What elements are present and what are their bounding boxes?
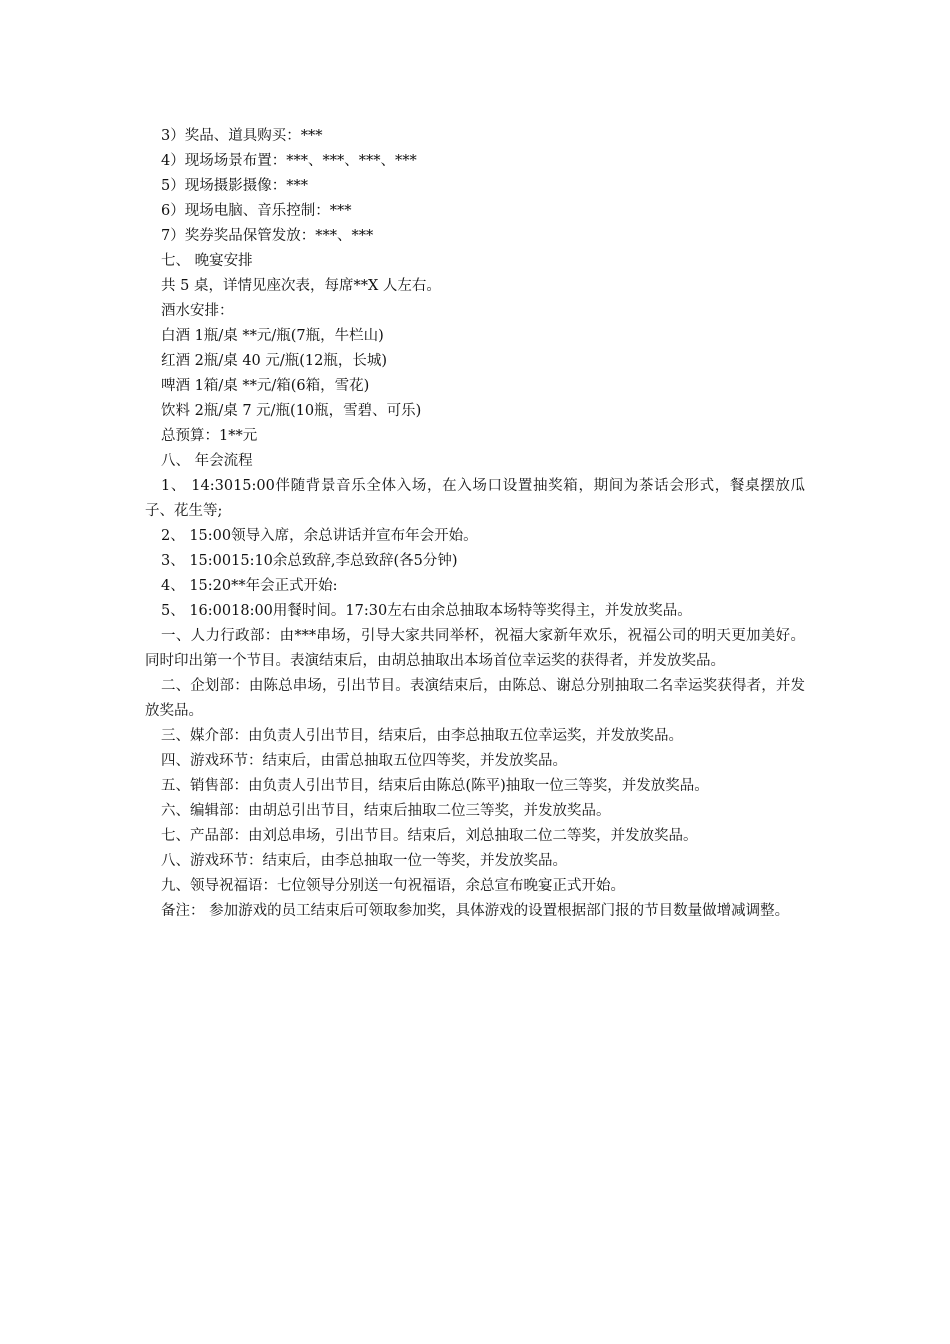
flow-item: 2、 15:00领导入席，余总讲话并宣布年会开始。: [161, 528, 478, 544]
list-item: 7）奖券奖品保管发放：***、***: [161, 228, 374, 244]
flow-item: 3、 15:0015:10余总致辞,李总致辞(各5分钟): [161, 553, 458, 569]
program-item: 四、游戏环节：结束后，由雷总抽取五位四等奖，并发放奖品。: [161, 753, 567, 769]
document-page: [145, 124, 805, 924]
program-item: 七、产品部：由刘总串场，引出节目。结束后，刘总抽取二位二等奖，并发放奖品。: [161, 828, 698, 844]
flow-item: 5、 16:0018:00用餐时间。17:30左右由余总抽取本场特等奖得主，并发放奖品。: [161, 603, 692, 619]
flow-item: 1、 14:3015:00伴随背景音乐全体入场，在入场口设置抽奖箱，期间为茶话会形式，餐桌摆放瓜子、花生等;: [145, 478, 805, 519]
drink-item: 白酒 1瓶/桌 **元/瓶(7瓶，牛栏山): [161, 328, 384, 344]
flow-item: 4、 15:20**年会正式开始:: [161, 578, 338, 594]
program-item: 二、企划部：由陈总串场，引出节目。表演结束后，由陈总、谢总分别抽取二名幸运奖获得者，并发放奖品。: [145, 678, 805, 719]
tables-text: 共 5 桌，详情见座次表，每席**X 人左右。: [161, 278, 441, 294]
program-item: 三、媒介部：由负责人引出节目，结束后，由李总抽取五位幸运奖，并发放奖品。: [161, 728, 683, 744]
section-heading: 七、 晚宴安排: [161, 253, 253, 269]
program-item: 九、领导祝福语：七位领导分别送一句祝福语，余总宣布晚宴正式开始。: [161, 878, 625, 894]
note-text: 备注： 参加游戏的员工结束后可领取参加奖，具体游戏的设置根据部门报的节目数量做增减调整。: [161, 903, 790, 919]
program-item: 五、销售部：由负责人引出节目，结束后由陈总(陈平)抽取一位三等奖，并发放奖品。: [161, 778, 709, 794]
program-item: 八、游戏环节：结束后，由李总抽取一位一等奖，并发放奖品。: [161, 853, 567, 869]
budget-text: 总预算：1**元: [161, 428, 258, 444]
list-item: 4）现场场景布置：***、***、***、***: [161, 153, 417, 169]
list-item: 3）奖品、道具购买：***: [161, 128, 323, 144]
list-item: 5）现场摄影摄像：***: [161, 178, 308, 194]
section-heading: 八、 年会流程: [161, 453, 253, 469]
drinks-title: 酒水安排：: [161, 303, 234, 319]
program-item: 一、人力行政部：由***串场，引导大家共同举杯，祝福大家新年欢乐，祝福公司的明天更加美好。同时印出第一个节目。表演结束后，由胡总抽取出本场首位幸运奖的获得者，并发放奖品。: [145, 628, 805, 669]
drink-item: 饮料 2瓶/桌 7 元/瓶(10瓶，雪碧、可乐): [161, 403, 422, 419]
list-item: 6）现场电脑、音乐控制：***: [161, 203, 352, 219]
program-item: 六、编辑部：由胡总引出节目，结束后抽取二位三等奖，并发放奖品。: [161, 803, 611, 819]
drink-item: 红酒 2瓶/桌 40 元/瓶(12瓶，长城): [161, 353, 388, 369]
drink-item: 啤酒 1箱/桌 **元/箱(6箱，雪花): [161, 378, 370, 394]
